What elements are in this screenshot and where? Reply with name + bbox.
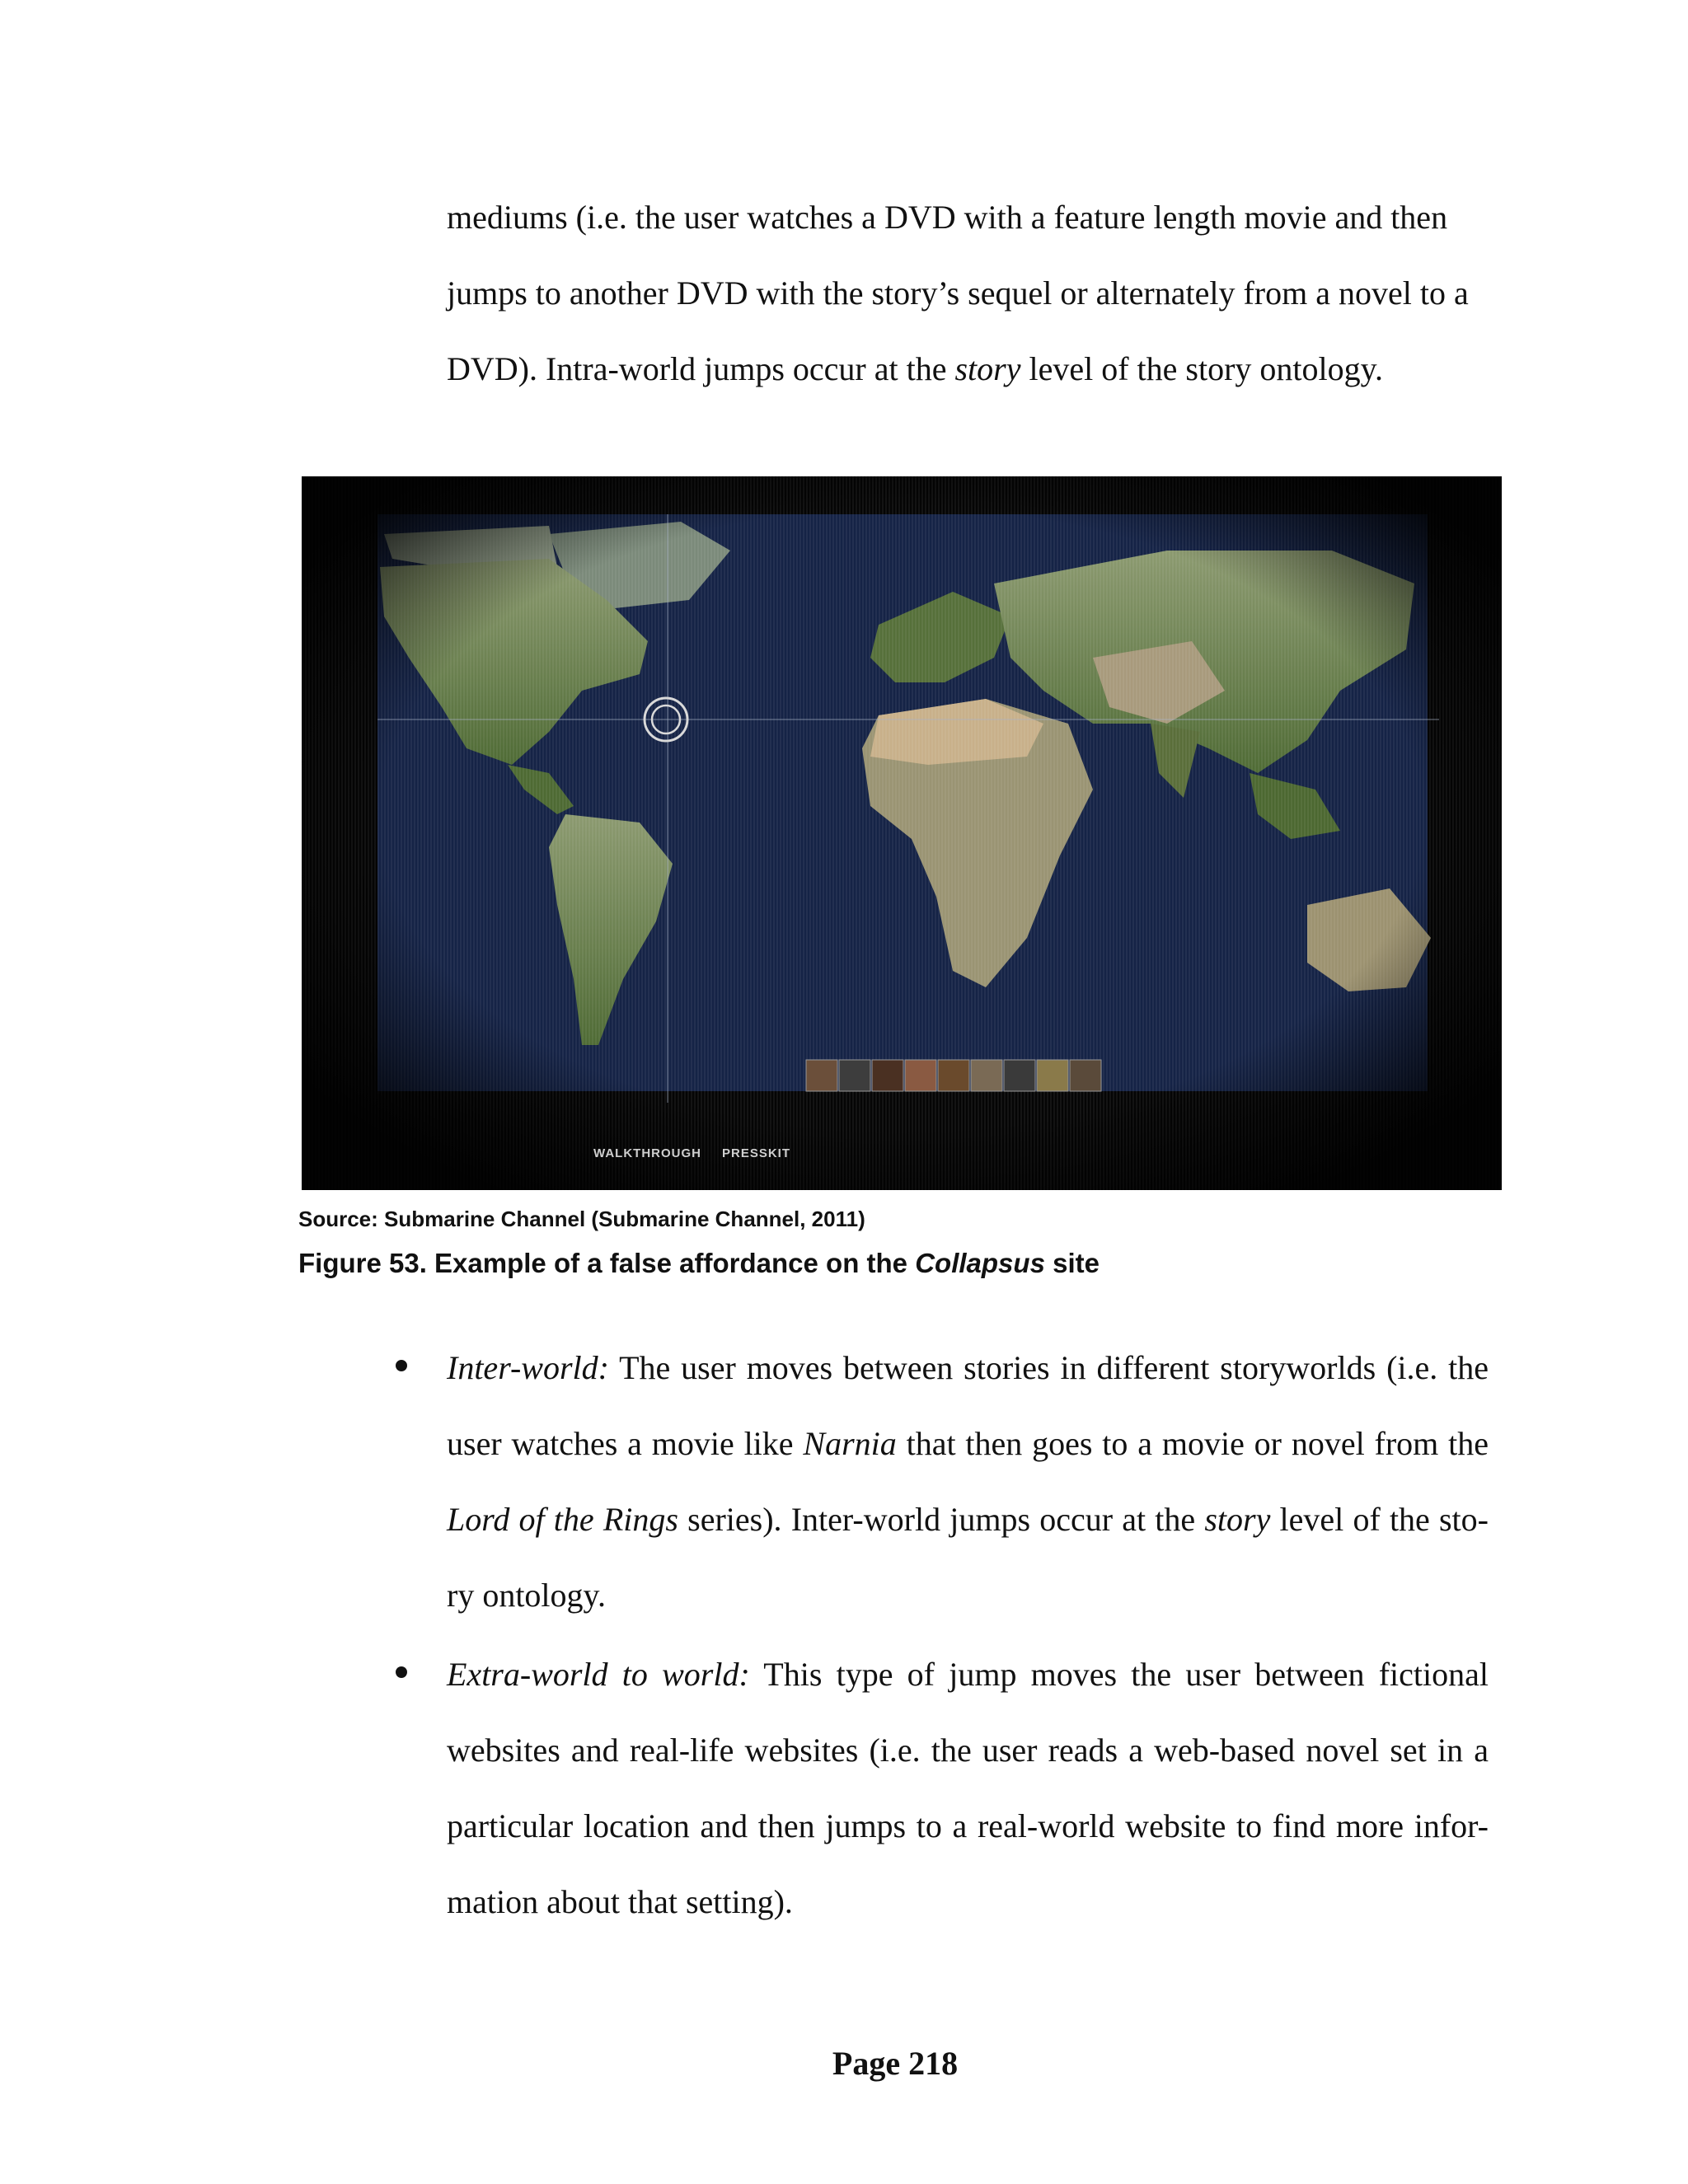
walkthrough-link[interactable]: WALKTHROUGH [593,1146,701,1160]
character-thumbnail[interactable] [971,1060,1002,1091]
intro-paragraph [447,180,1489,407]
bullet-dot [396,1666,407,1678]
presskit-link[interactable]: PRESSKIT [722,1146,791,1160]
figure-caption: Figure 53. Example of a false affordance on the Collapsus site [298,1248,1100,1278]
intro-line-3: DVD). Intra-world jumps occur at the story level of the story ontology. [447,350,1384,387]
character-thumbnails [806,1060,1101,1091]
character-thumbnail[interactable] [872,1060,903,1091]
page-number: Page 218 [832,2045,959,2082]
character-thumbnail[interactable] [839,1060,870,1091]
character-thumbnail[interactable] [806,1060,837,1091]
intro-line-2: jumps to another DVD with the story’s sequel or alternately from a novel to a [447,274,1469,312]
character-thumbnail[interactable] [905,1060,936,1091]
figure-source: Source: Submarine Channel (Submarine Channel, 2011) [298,1207,865,1231]
character-thumbnail[interactable] [938,1060,969,1091]
character-thumbnail[interactable] [1037,1060,1068,1091]
intro-line-1: mediums (i.e. the user watches a DVD with a feature length movie and then [447,199,1448,236]
bullet-inter-world: Inter-world: The user moves between stories in different storyworlds (i.e. the user watches a movie like Narnia that then goes to a movie or novel from the Lord of the Rings series). Inter-world jumps occur at the story level of the sto-ry ontology. [447,1330,1489,1633]
character-thumbnail[interactable] [1070,1060,1101,1091]
character-thumbnail[interactable] [1004,1060,1035,1091]
bullet-dot [396,1360,407,1371]
collapsus-map-figure [302,476,1502,1190]
bullet-extra-world: Extra-world to world: This type of jump moves the user between fictional websites and real-life websites (i.e. the user reads a web-based novel set in a particular location and then jumps to a real-world website to find more infor-mation about that setting). [447,1637,1489,1940]
world-map-image [302,476,1502,1190]
